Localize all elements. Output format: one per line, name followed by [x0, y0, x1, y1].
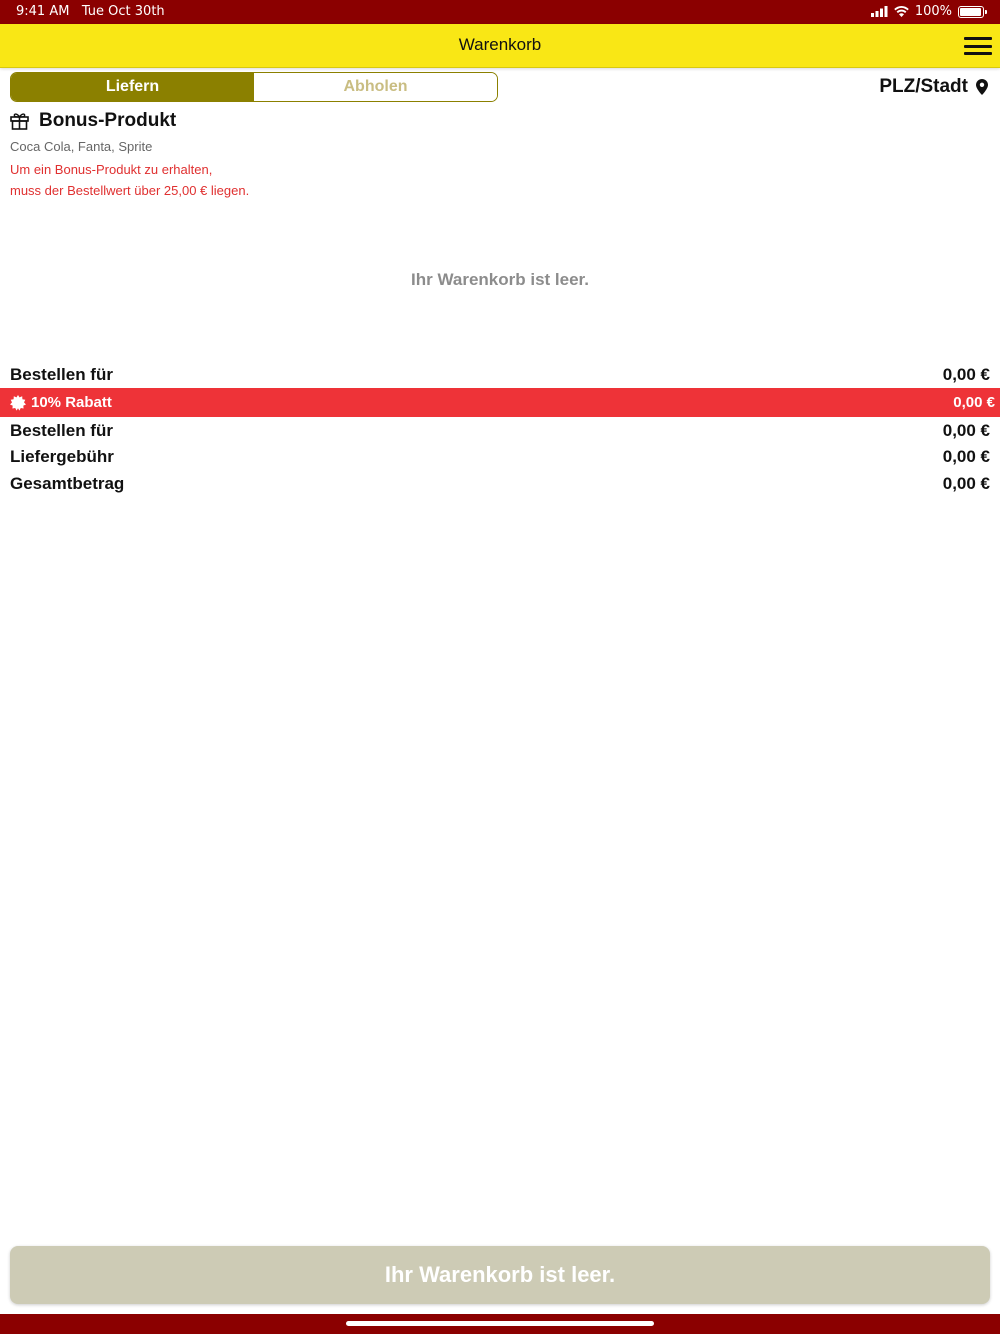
status-bar: [0, 0, 1000, 24]
status-time-text: 9:41 AM: [16, 4, 70, 19]
summary-subtotal-row: [10, 365, 990, 385]
nav-bar: [0, 24, 1000, 68]
location-label: PLZ/Stadt: [879, 76, 968, 97]
bonus-note-line: muss der Bestellwert über 25,00 € liegen.: [10, 183, 250, 198]
bonus-products: Coca Cola, Fanta, Sprite: [10, 139, 153, 154]
segment-liefern[interactable]: Liefern: [11, 73, 254, 101]
battery-percent: 100%: [914, 4, 952, 19]
summary-delivery-fee-row: [10, 447, 990, 467]
home-indicator-area: [0, 1314, 1000, 1334]
summary-order-value: 0,00 €: [942, 421, 990, 440]
discount-row: [0, 388, 1000, 417]
status-indicators: [871, 4, 984, 19]
checkout-button[interactable]: Ihr Warenkorb ist leer.: [10, 1246, 990, 1304]
bonus-header: [10, 110, 176, 132]
page-title: Warenkorb: [458, 35, 542, 54]
empty-cart-message: Ihr Warenkorb ist leer.: [411, 270, 589, 289]
discount-badge-icon: [10, 395, 26, 411]
status-date: Tue Oct 30th: [81, 4, 165, 19]
summary-total-value: 0,00 €: [942, 474, 990, 493]
bonus-title: Bonus-Produkt: [39, 110, 177, 131]
discount-value: 0,00 €: [953, 394, 995, 411]
bonus-note: [10, 159, 249, 201]
bonus-note-line: Um ein Bonus-Produkt zu erhalten,: [10, 162, 213, 177]
gift-icon: [10, 112, 29, 130]
summary-delivery-fee-value: 0,00 €: [942, 447, 990, 466]
battery-fill: [960, 8, 981, 16]
wifi-icon: [894, 6, 909, 17]
map-pin-icon: [976, 79, 988, 95]
signal-icon: [871, 6, 888, 17]
summary-total-row: [10, 474, 990, 494]
battery-icon: [958, 6, 984, 18]
summary-total-label: Gesamtbetrag: [10, 474, 125, 493]
segment-abholen[interactable]: Abholen: [254, 73, 497, 101]
home-indicator[interactable]: [346, 1321, 654, 1326]
location-selector[interactable]: [879, 76, 988, 98]
status-time: [16, 4, 165, 19]
summary-delivery-fee-label: Liefergebühr: [10, 447, 114, 466]
hamburger-line: [964, 52, 992, 55]
hamburger-line: [964, 45, 992, 48]
discount-label-group: [10, 394, 112, 411]
summary-order-label: Bestellen für: [10, 421, 113, 440]
discount-label: 10% Rabatt: [31, 394, 112, 411]
delivery-mode-toggle: [10, 72, 498, 102]
hamburger-line: [964, 37, 992, 40]
hamburger-icon[interactable]: [964, 34, 992, 58]
summary-subtotal-value: 0,00 €: [942, 365, 990, 384]
summary-order-row: [10, 421, 990, 441]
summary-subtotal-label: Bestellen für: [10, 365, 113, 384]
